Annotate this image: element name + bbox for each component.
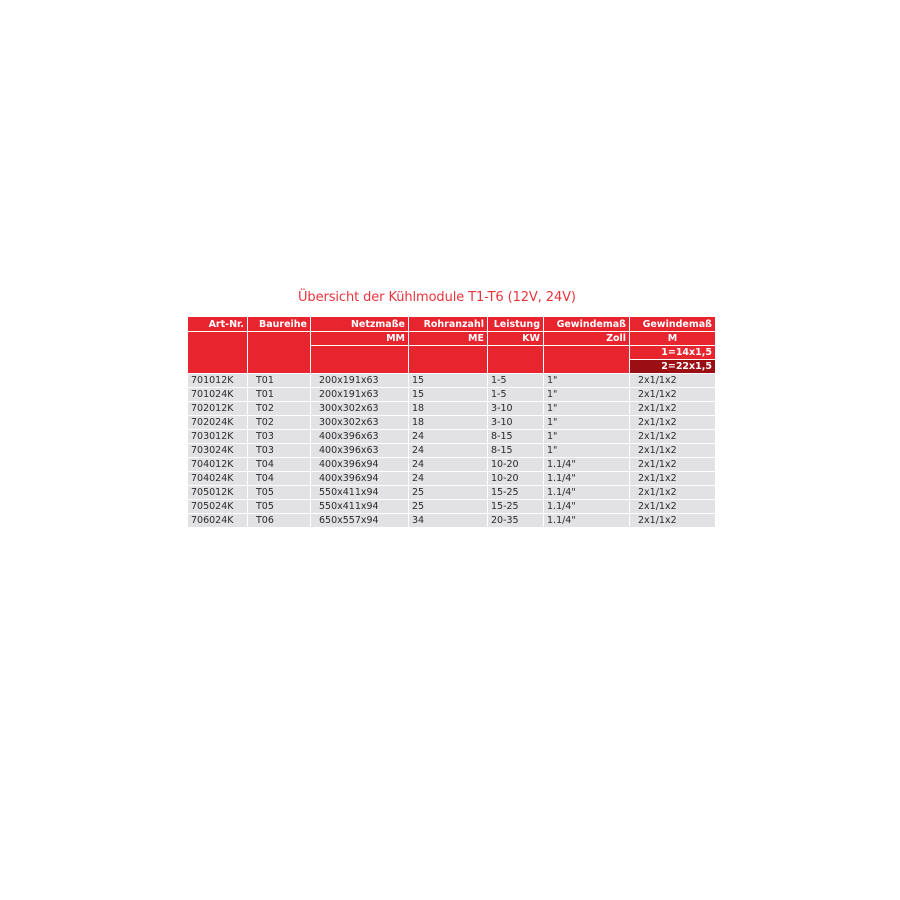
cell-baureihe: T05 xyxy=(248,500,311,514)
cell-gewindemass-m: 2x1/1x2 xyxy=(630,402,716,416)
unit-gewindemass-zoll: Zoll xyxy=(544,332,630,346)
cell-rohranzahl: 18 xyxy=(409,416,488,430)
cell-gewindemass-m: 2x1/1x2 xyxy=(630,374,716,388)
table-row xyxy=(188,388,716,402)
cell-leistung: 1-5 xyxy=(488,388,544,402)
cell-rohranzahl: 24 xyxy=(409,458,488,472)
cell-rohranzahl: 25 xyxy=(409,486,488,500)
cell-leistung: 8-15 xyxy=(488,444,544,458)
cell-rohranzahl: 34 xyxy=(409,514,488,528)
cell-gewindemass-zoll: 1" xyxy=(544,430,630,444)
unit-netzmasse: MM xyxy=(311,332,409,346)
unit-rohranzahl: ME xyxy=(409,332,488,346)
unit-leistung-spacer xyxy=(488,346,544,374)
cell-leistung: 8-15 xyxy=(488,430,544,444)
cell-baureihe: T02 xyxy=(248,416,311,430)
cell-art-nr: 705012K xyxy=(188,486,248,500)
cell-leistung: 15-25 xyxy=(488,486,544,500)
cell-baureihe: T01 xyxy=(248,388,311,402)
header-gewindemass-zoll: Gewindemaß xyxy=(544,317,630,332)
cell-art-nr: 701024K xyxy=(188,388,248,402)
cell-gewindemass-zoll: 1.1/4" xyxy=(544,514,630,528)
header-rohranzahl: Rohranzahl xyxy=(409,317,488,332)
cell-art-nr: 706024K xyxy=(188,514,248,528)
cell-leistung: 10-20 xyxy=(488,458,544,472)
table-row xyxy=(188,472,716,486)
unit-zoll-spacer xyxy=(544,346,630,374)
table-title: Übersicht der Kühlmodule T1-T6 (12V, 24V) xyxy=(298,290,576,305)
cell-art-nr: 705024K xyxy=(188,500,248,514)
table-body xyxy=(188,374,716,528)
cell-art-nr: 704024K xyxy=(188,472,248,486)
cell-leistung: 10-20 xyxy=(488,472,544,486)
cell-leistung: 3-10 xyxy=(488,416,544,430)
cell-gewindemass-zoll: 1" xyxy=(544,402,630,416)
table-row xyxy=(188,486,716,500)
unit-rohranzahl-spacer xyxy=(409,346,488,374)
unit-netzmasse-spacer xyxy=(311,346,409,374)
cell-netzmasse: 400x396x94 xyxy=(311,458,409,472)
cell-rohranzahl: 24 xyxy=(409,444,488,458)
cell-gewindemass-m: 2x1/1x2 xyxy=(630,430,716,444)
cell-netzmasse: 550x411x94 xyxy=(311,500,409,514)
cell-baureihe: T05 xyxy=(248,486,311,500)
cell-netzmasse: 300x302x63 xyxy=(311,402,409,416)
table-row xyxy=(188,430,716,444)
cell-gewindemass-m: 2x1/1x2 xyxy=(630,500,716,514)
cell-art-nr: 704012K xyxy=(188,458,248,472)
cooling-module-table xyxy=(187,316,716,528)
cell-art-nr: 703012K xyxy=(188,430,248,444)
cell-gewindemass-zoll: 1" xyxy=(544,388,630,402)
cell-gewindemass-zoll: 1.1/4" xyxy=(544,458,630,472)
cell-baureihe: T03 xyxy=(248,430,311,444)
header-art-nr-spacer xyxy=(188,332,248,374)
cell-gewindemass-m: 2x1/1x2 xyxy=(630,472,716,486)
table-row xyxy=(188,374,716,388)
header-gewindemass-m: Gewindemaß xyxy=(630,317,716,332)
cell-baureihe: T03 xyxy=(248,444,311,458)
table-row xyxy=(188,514,716,528)
cell-netzmasse: 200x191x63 xyxy=(311,374,409,388)
unit-row xyxy=(188,332,716,346)
cell-leistung: 15-25 xyxy=(488,500,544,514)
unit-gewindemass-m: M xyxy=(630,332,716,346)
cell-rohranzahl: 24 xyxy=(409,472,488,486)
cell-art-nr: 703024K xyxy=(188,444,248,458)
cell-netzmasse: 200x191x63 xyxy=(311,388,409,402)
cell-gewindemass-zoll: 1.1/4" xyxy=(544,486,630,500)
table-row xyxy=(188,416,716,430)
cell-gewindemass-zoll: 1.1/4" xyxy=(544,472,630,486)
table-row xyxy=(188,444,716,458)
cell-netzmasse: 650x557x94 xyxy=(311,514,409,528)
cell-netzmasse: 300x302x63 xyxy=(311,416,409,430)
cell-gewindemass-m: 2x1/1x2 xyxy=(630,388,716,402)
cell-gewindemass-zoll: 1" xyxy=(544,444,630,458)
cell-rohranzahl: 15 xyxy=(409,388,488,402)
cell-baureihe: T04 xyxy=(248,458,311,472)
cell-art-nr: 701012K xyxy=(188,374,248,388)
table-row xyxy=(188,402,716,416)
table-row xyxy=(188,458,716,472)
cell-gewindemass-m: 2x1/1x2 xyxy=(630,458,716,472)
thread-note-1: 1=14x1,5 xyxy=(630,346,716,360)
cell-netzmasse: 400x396x94 xyxy=(311,472,409,486)
header-netzmasse: Netzmaße xyxy=(311,317,409,332)
table-row xyxy=(188,500,716,514)
cell-gewindemass-m: 2x1/1x2 xyxy=(630,416,716,430)
cell-baureihe: T04 xyxy=(248,472,311,486)
thread-note-2: 2=22x1,5 xyxy=(630,360,716,374)
cell-rohranzahl: 18 xyxy=(409,402,488,416)
cell-rohranzahl: 24 xyxy=(409,430,488,444)
cell-rohranzahl: 15 xyxy=(409,374,488,388)
cell-gewindemass-m: 2x1/1x2 xyxy=(630,444,716,458)
header-baureihe: Baureihe xyxy=(248,317,311,332)
cell-gewindemass-m: 2x1/1x2 xyxy=(630,486,716,500)
cell-rohranzahl: 25 xyxy=(409,500,488,514)
cell-leistung: 20-35 xyxy=(488,514,544,528)
header-leistung: Leistung xyxy=(488,317,544,332)
cell-netzmasse: 400x396x63 xyxy=(311,444,409,458)
cell-netzmasse: 400x396x63 xyxy=(311,430,409,444)
cell-art-nr: 702024K xyxy=(188,416,248,430)
cell-gewindemass-m: 2x1/1x2 xyxy=(630,514,716,528)
cell-leistung: 1-5 xyxy=(488,374,544,388)
unit-leistung: KW xyxy=(488,332,544,346)
cell-netzmasse: 550x411x94 xyxy=(311,486,409,500)
cell-baureihe: T06 xyxy=(248,514,311,528)
cell-art-nr: 702012K xyxy=(188,402,248,416)
cell-leistung: 3-10 xyxy=(488,402,544,416)
cell-gewindemass-zoll: 1" xyxy=(544,374,630,388)
cell-baureihe: T01 xyxy=(248,374,311,388)
header-art-nr: Art-Nr. xyxy=(188,317,248,332)
header-row xyxy=(188,317,716,332)
header-baureihe-spacer xyxy=(248,332,311,374)
cell-gewindemass-zoll: 1.1/4" xyxy=(544,500,630,514)
cell-gewindemass-zoll: 1" xyxy=(544,416,630,430)
cell-baureihe: T02 xyxy=(248,402,311,416)
